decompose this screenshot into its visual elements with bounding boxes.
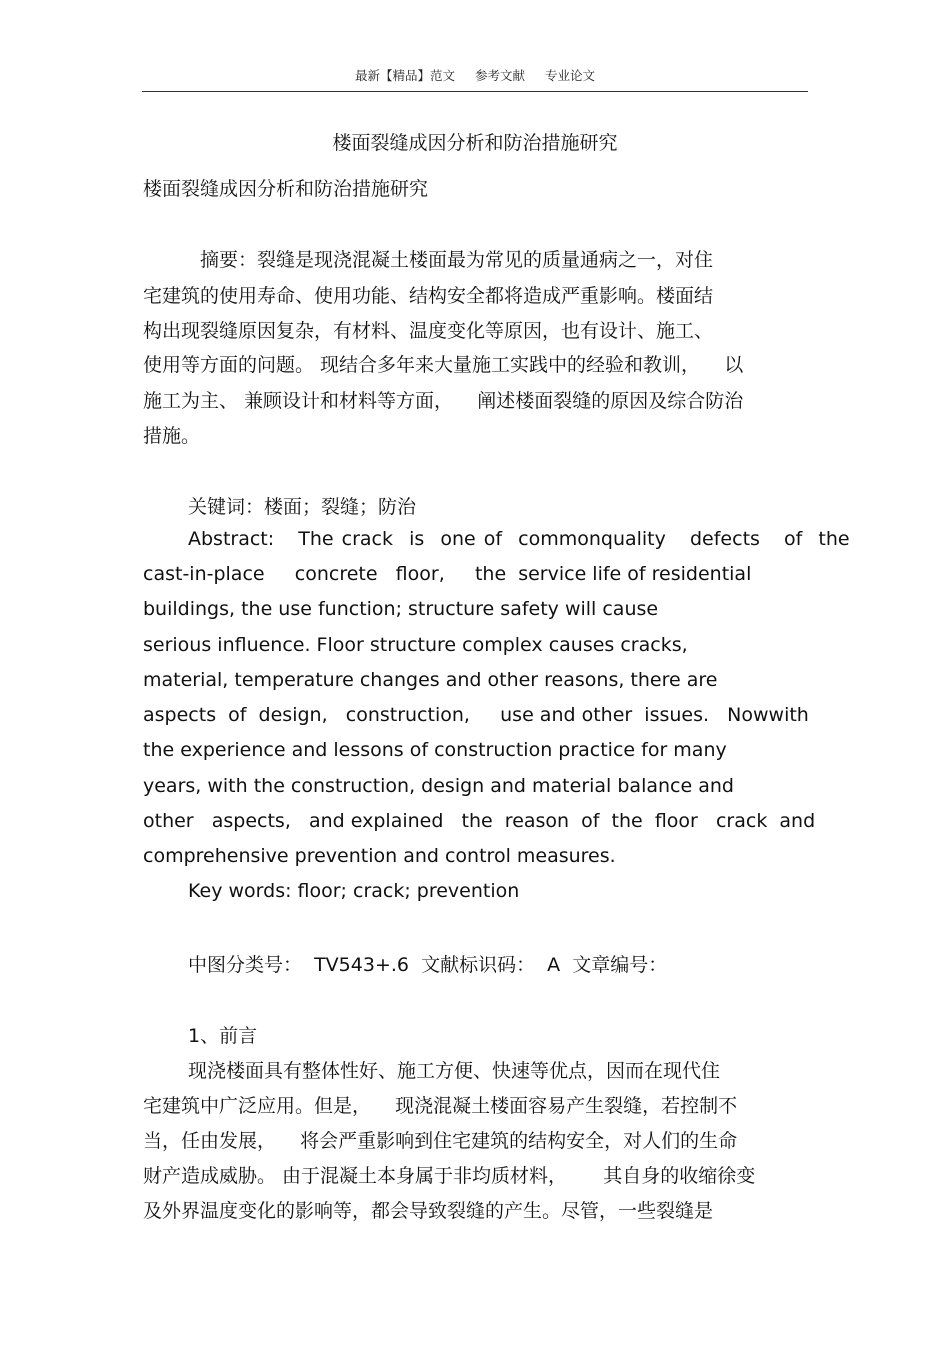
document-title: 楼面裂缝成因分析和防治措施研究 <box>332 132 618 154</box>
document-subtitle: 楼面裂缝成因分析和防治措施研究 <box>143 178 429 200</box>
abstract-en-line: other aspects, and explained the reason of the floor crack and <box>143 810 816 832</box>
abstract-cn-line: 使用等方面的问题。 现结合多年来大量施工实践中的经验和教训， 以 <box>143 354 744 376</box>
header-divider <box>142 91 808 92</box>
abstract-cn-line: 构出现裂缝原因复杂，有材料、温度变化等原因，也有设计、施工、 <box>143 320 714 342</box>
abstract-en-line: serious influence. Floor structure complex causes cracks, <box>143 634 688 656</box>
abstract-cn-line: 施工为主、 兼顾设计和材料等方面， 阐述楼面裂缝的原因及综合防治 <box>143 390 744 412</box>
page-header <box>142 66 808 84</box>
abstract-cn-line: 摘要：裂缝是现浇混凝土楼面最为常见的质量通病之一，对住 <box>200 249 714 271</box>
abstract-en-line: cast-in-place concrete floor, the service life of residential <box>143 563 752 585</box>
abstract-en-line: comprehensive prevention and control measures. <box>143 845 616 867</box>
header-item: 专业论文 <box>544 68 595 83</box>
header-item: 最新【精品】范文 <box>354 68 455 83</box>
section-body-line: 宅建筑中广泛应用。但是， 现浇混凝土楼面容易产生裂缝，若控制不 <box>143 1095 738 1117</box>
keywords-cn: 关键词：楼面；裂缝；防治 <box>188 496 417 518</box>
section-body-line: 及外界温度变化的影响等，都会导致裂缝的产生。尽管，一些裂缝是 <box>143 1200 714 1222</box>
abstract-en-line: years, with the construction, design and material balance and <box>143 775 734 797</box>
abstract-en-line: material, temperature changes and other reasons, there are <box>143 669 718 691</box>
section-body-line: 当，任由发展， 将会严重影响到住宅建筑的结构安全，对人们的生命 <box>143 1130 738 1152</box>
abstract-en-line: Abstract: The crack is one of commonquality defects of the <box>188 528 850 550</box>
abstract-en-line: buildings, the use function; structure safety will cause <box>143 598 659 620</box>
classification-line: 中图分类号： TV543+.6 文献标识码： A 文章编号： <box>188 954 668 976</box>
keywords-en: Key words: floor; crack; prevention <box>188 880 520 902</box>
abstract-cn-line: 措施。 <box>143 425 201 447</box>
section-body-line: 现浇楼面具有整体性好、施工方便、快速等优点，因而在现代住 <box>188 1060 721 1082</box>
header-item: 参考文献 <box>474 68 525 83</box>
abstract-en-line: aspects of design, construction, use and other issues. Nowwith <box>143 704 809 726</box>
section-body-line: 财产造成威胁。 由于混凝土本身属于非均质材料， 其自身的收缩徐变 <box>143 1165 756 1187</box>
section-heading: 1、前言 <box>188 1025 258 1047</box>
abstract-en-line: the experience and lessons of construction practice for many <box>143 739 727 761</box>
abstract-cn-line: 宅建筑的使用寿命、使用功能、结构安全都将造成严重影响。楼面结 <box>143 285 714 307</box>
